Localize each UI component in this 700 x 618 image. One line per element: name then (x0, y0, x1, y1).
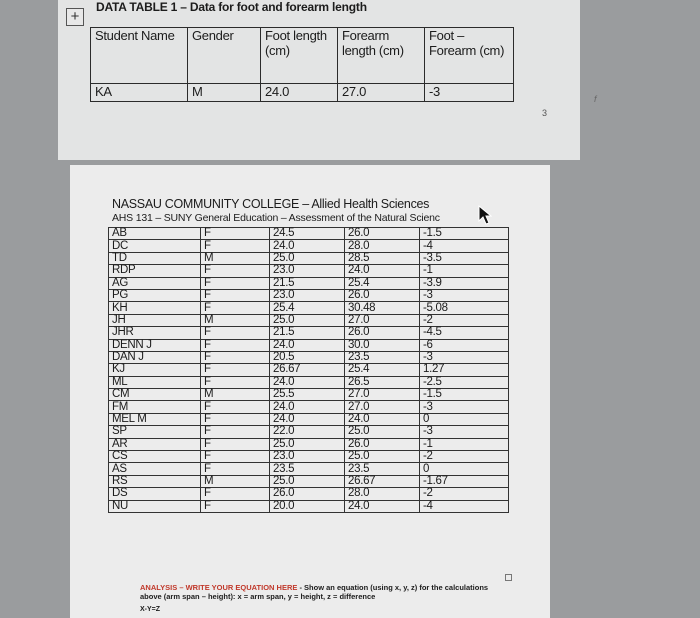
cell-forearm: 27.0 (345, 401, 420, 413)
header-difference: Foot – Forearm (cm) (425, 28, 514, 84)
cell-student: CM (109, 389, 201, 401)
cell-foot: 24.0 (270, 240, 345, 252)
cell-forearm: 25.0 (345, 451, 420, 463)
cell-forearm: 30.0 (345, 339, 420, 351)
cell-foot: 24.5 (270, 228, 345, 240)
cell-gender: M (188, 84, 261, 102)
cell-foot: 20.5 (270, 351, 345, 363)
cell-forearm: 24.0 (345, 265, 420, 277)
cell-foot: 25.0 (270, 475, 345, 487)
cell-gender: F (201, 376, 270, 388)
cell-difference: -1 (420, 265, 509, 277)
table-row (109, 426, 509, 438)
cell-gender: F (201, 488, 270, 500)
cell-forearm: 26.0 (345, 438, 420, 450)
cell-forearm: 27.0 (345, 314, 420, 326)
college-title: NASSAU COMMUNITY COLLEGE – Allied Health Sciences (112, 197, 430, 211)
data-table-1 (90, 27, 514, 102)
cell-forearm: 25.4 (345, 364, 420, 376)
cell-foot: 24.0 (270, 339, 345, 351)
margin-note: f (594, 94, 597, 104)
cell-foot: 24.0 (261, 84, 338, 102)
cell-difference: 1.27 (420, 364, 509, 376)
cell-difference: -1.5 (420, 228, 509, 240)
cell-gender: F (201, 240, 270, 252)
cell-student: NU (109, 500, 201, 512)
course-subtitle: AHS 131 – SUNY General Education – Assessment of the Natural Scienc (112, 212, 440, 224)
cell-forearm: 26.5 (345, 376, 420, 388)
cell-forearm: 26.0 (345, 327, 420, 339)
table-row (109, 488, 509, 500)
header-foot-length: Foot length (cm) (261, 28, 338, 84)
margin-note: 3 (542, 108, 548, 118)
cell-difference: -1 (420, 438, 509, 450)
cell-student: SP (109, 426, 201, 438)
table-row (109, 500, 509, 512)
cell-student: AS (109, 463, 201, 475)
cell-difference: 0 (420, 463, 509, 475)
cell-difference: -3 (420, 351, 509, 363)
cell-difference: 0 (420, 413, 509, 425)
cell-difference: -5.08 (420, 302, 509, 314)
cell-student: AG (109, 277, 201, 289)
cell-gender: M (201, 252, 270, 264)
analysis-text: - Show an equation (using x, y, z) for the calculations above (arm span – height): (140, 583, 489, 601)
cell-student: AR (109, 438, 201, 450)
cell-forearm: 24.0 (345, 413, 420, 425)
cell-gender: F (201, 413, 270, 425)
corner-marker (505, 574, 512, 581)
cell-foot: 21.5 (270, 277, 345, 289)
header-student-name: Student Name (91, 28, 188, 84)
cell-foot: 24.0 (270, 401, 345, 413)
table-row (109, 351, 509, 363)
cell-gender: F (201, 438, 270, 450)
cell-foot: 22.0 (270, 426, 345, 438)
cell-difference: -3 (425, 84, 514, 102)
cell-student: ML (109, 376, 201, 388)
cell-forearm: 28.0 (345, 240, 420, 252)
equation-answer: X-Y=Z (140, 606, 161, 613)
cell-difference: -1.67 (420, 475, 509, 487)
cell-difference: -3 (420, 401, 509, 413)
table-row (109, 289, 509, 301)
cell-forearm: 27.0 (338, 84, 425, 102)
table-header-row (91, 28, 514, 84)
cell-gender: M (201, 389, 270, 401)
cell-student: PG (109, 289, 201, 301)
cell-difference: -2.5 (420, 376, 509, 388)
cell-forearm: 26.0 (345, 228, 420, 240)
cell-forearm: 25.0 (345, 426, 420, 438)
cell-gender: F (201, 426, 270, 438)
cell-foot: 25.0 (270, 252, 345, 264)
cell-foot: 24.0 (270, 376, 345, 388)
table-row (109, 451, 509, 463)
cell-gender: M (201, 314, 270, 326)
cell-gender: F (201, 364, 270, 376)
header-gender: Gender (188, 28, 261, 84)
analysis-heading: ANALYSIS – WRITE YOUR EQUATION HERE (140, 583, 298, 592)
arrow-cursor-icon (478, 205, 492, 225)
cell-student: DAN J (109, 351, 201, 363)
cell-difference: -2 (420, 451, 509, 463)
cell-gender: F (201, 451, 270, 463)
table-row (91, 84, 514, 102)
cell-difference: -4 (420, 500, 509, 512)
cell-student: DC (109, 240, 201, 252)
table-row (109, 389, 509, 401)
cell-student: KH (109, 302, 201, 314)
cell-foot: 23.0 (270, 451, 345, 463)
cell-foot: 26.67 (270, 364, 345, 376)
class-data-table (108, 227, 509, 513)
cell-gender: F (201, 277, 270, 289)
cell-foot: 25.4 (270, 302, 345, 314)
cell-foot: 23.5 (270, 463, 345, 475)
analysis-instructions (140, 583, 500, 601)
cell-gender: F (201, 228, 270, 240)
cell-student: FM (109, 401, 201, 413)
cell-gender: F (201, 327, 270, 339)
table-row (109, 252, 509, 264)
table-row (109, 277, 509, 289)
table-row (109, 438, 509, 450)
cell-gender: M (201, 475, 270, 487)
cell-gender: F (201, 351, 270, 363)
cell-difference: -4.5 (420, 327, 509, 339)
cell-student: RDP (109, 265, 201, 277)
cell-forearm: 23.5 (345, 463, 420, 475)
cell-gender: F (201, 500, 270, 512)
cell-student: KJ (109, 364, 201, 376)
table-row (109, 339, 509, 351)
table-row (109, 240, 509, 252)
table-row (109, 413, 509, 425)
cell-student: JH (109, 314, 201, 326)
data-table-1-title: DATA TABLE 1 – Data for foot and forearm length (96, 0, 367, 14)
cell-forearm: 25.4 (345, 277, 420, 289)
table-row (109, 228, 509, 240)
cell-student: MEL M (109, 413, 201, 425)
cell-difference: -3.5 (420, 252, 509, 264)
cell-foot: 23.0 (270, 289, 345, 301)
cell-gender: F (201, 302, 270, 314)
cell-gender: F (201, 265, 270, 277)
cell-student: TD (109, 252, 201, 264)
header-forearm-length: Forearm length (cm) (338, 28, 425, 84)
cell-forearm: 27.0 (345, 389, 420, 401)
cell-difference: -2 (420, 488, 509, 500)
cell-student: DS (109, 488, 201, 500)
cell-foot: 26.0 (270, 488, 345, 500)
cell-student: DENN J (109, 339, 201, 351)
cell-difference: -2 (420, 314, 509, 326)
cell-forearm: 28.0 (345, 488, 420, 500)
plus-icon[interactable]: + (66, 8, 84, 26)
cell-foot: 24.0 (270, 413, 345, 425)
cell-difference: -6 (420, 339, 509, 351)
cell-forearm: 24.0 (345, 500, 420, 512)
cell-student: JHR (109, 327, 201, 339)
table-row (109, 314, 509, 326)
cell-gender: F (201, 463, 270, 475)
cell-gender: F (201, 339, 270, 351)
cell-student: AB (109, 228, 201, 240)
cell-foot: 25.0 (270, 314, 345, 326)
cell-forearm: 26.67 (345, 475, 420, 487)
cell-foot: 25.5 (270, 389, 345, 401)
cell-gender: F (201, 289, 270, 301)
cell-forearm: 26.0 (345, 289, 420, 301)
table-row (109, 327, 509, 339)
cell-foot: 25.0 (270, 438, 345, 450)
cell-difference: -4 (420, 240, 509, 252)
cell-forearm: 28.5 (345, 252, 420, 264)
cell-student: CS (109, 451, 201, 463)
table-row (109, 463, 509, 475)
cell-foot: 20.0 (270, 500, 345, 512)
table-row (109, 302, 509, 314)
table-row (109, 376, 509, 388)
table-row (109, 475, 509, 487)
cell-student: KA (91, 84, 188, 102)
cell-forearm: 30.48 (345, 302, 420, 314)
cell-gender: F (201, 401, 270, 413)
cell-foot: 21.5 (270, 327, 345, 339)
table-row (109, 401, 509, 413)
cell-difference: -3 (420, 289, 509, 301)
cell-difference: -3 (420, 426, 509, 438)
cell-foot: 23.0 (270, 265, 345, 277)
cell-difference: -3.9 (420, 277, 509, 289)
table-row (109, 364, 509, 376)
cell-forearm: 23.5 (345, 351, 420, 363)
cell-student: RS (109, 475, 201, 487)
cell-difference: -1.5 (420, 389, 509, 401)
analysis-variables: x = arm span, y = height, z = difference (237, 592, 376, 601)
table-row (109, 265, 509, 277)
